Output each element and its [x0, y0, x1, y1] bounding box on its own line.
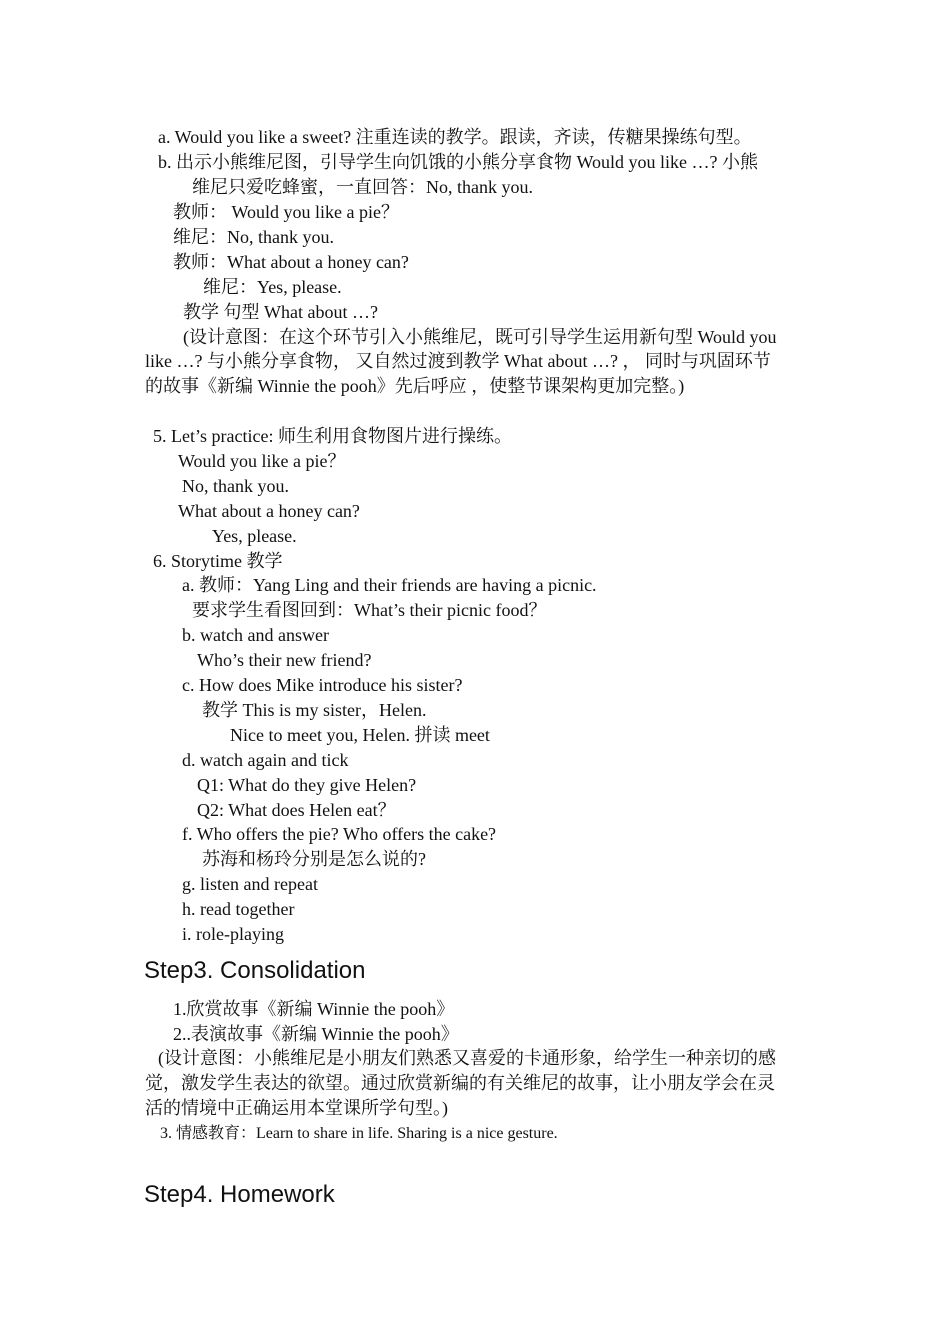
- storytime-c2: 教学 This is my sister，Helen.: [202, 700, 427, 720]
- step3-emotion-education: 3. 情感教育：Learn to share in life. Sharing is a nice gesture.: [160, 1125, 558, 1142]
- design-intent-3: 的故事《新编 Winnie the pooh》先后呼应 ，使整节课架构更加完整。): [145, 376, 685, 396]
- dialog-teacher-2: 教师：What about a honey can?: [173, 252, 409, 272]
- practice-line-3: What about a honey can?: [178, 501, 360, 521]
- dialog-pooh-2: 维尼：Yes, please.: [203, 277, 342, 297]
- storytime-a2: 要求学生看图回到：What’s their picnic food？: [192, 600, 547, 620]
- dialog-teacher-1: 教师： Would you like a pie？: [173, 202, 400, 222]
- storytime-i: i. role-playing: [182, 924, 284, 944]
- storytime-c3: Nice to meet you, Helen. 拼读 meet: [230, 725, 490, 745]
- step3-design-intent-1: (设计意图：小熊维尼是小朋友们熟悉又喜爱的卡通形象，给学生一种亲切的感: [158, 1048, 776, 1068]
- text-line-b-pooh: b. 出示小熊维尼图，引导学生向饥饿的小熊分享食物 Would you like …? 小熊: [158, 152, 759, 172]
- step3-line-2: 2..表演故事《新编 Winnie the pooh》: [173, 1024, 459, 1044]
- step3-design-intent-2: 觉，激发学生表达的欲望。通过欣赏新编的有关维尼的故事，让小朋友学会在灵: [145, 1073, 775, 1093]
- dialog-pooh-1: 维尼：No, thank you.: [173, 227, 334, 247]
- practice-line-4: Yes, please.: [212, 526, 297, 546]
- storytime-d1: d. watch again and tick: [182, 750, 349, 770]
- text-line-pooh-answer: 维尼只爱吃蜂蜜，一直回答：No, thank you.: [192, 177, 533, 197]
- step4-heading: Step4. Homework: [144, 1181, 335, 1208]
- storytime-f2: 苏海和杨玲分别是怎么说的?: [202, 849, 426, 869]
- text-line-a-sweet: a. Would you like a sweet? 注重连读的教学。跟读，齐读，传糖果操练句型。: [158, 127, 752, 147]
- storytime-a1: a. 教师：Yang Ling and their friends are having a picnic.: [182, 575, 597, 595]
- design-intent-1: (设计意图：在这个环节引入小熊维尼，既可引导学生运用新句型 Would you: [183, 327, 777, 347]
- storytime-h: h. read together: [182, 899, 295, 919]
- storytime-g: g. listen and repeat: [182, 874, 318, 894]
- step3-heading: Step3. Consolidation: [144, 957, 366, 984]
- step3-line-1: 1.欣赏故事《新编 Winnie the pooh》: [173, 999, 455, 1019]
- storytime-b1: b. watch and answer: [182, 625, 329, 645]
- storytime-b2: Who’s their new friend?: [197, 650, 372, 670]
- storytime-d3: Q2: What does Helen eat？: [197, 800, 396, 820]
- step3-design-intent-3: 活的情境中正确运用本堂课所学句型。): [145, 1098, 448, 1118]
- storytime-c1: c. How does Mike introduce his sister?: [182, 675, 463, 695]
- practice-line-2: No, thank you.: [182, 476, 289, 496]
- design-intent-2: like …? 与小熊分享食物， 又自然过渡到教学 What about …? ， 同时与巩固环节: [145, 351, 771, 371]
- storytime-f1: f. Who offers the pie? Who offers the cake?: [182, 824, 497, 844]
- teach-what-about: 教学 句型 What about …?: [183, 302, 378, 322]
- storytime-title: 6. Storytime 教学: [153, 551, 283, 571]
- practice-line-1: Would you like a pie？: [178, 451, 346, 471]
- storytime-d2: Q1: What do they give Helen?: [197, 775, 417, 795]
- practice-title: 5. Let’s practice: 师生利用食物图片进行操练。: [153, 426, 512, 446]
